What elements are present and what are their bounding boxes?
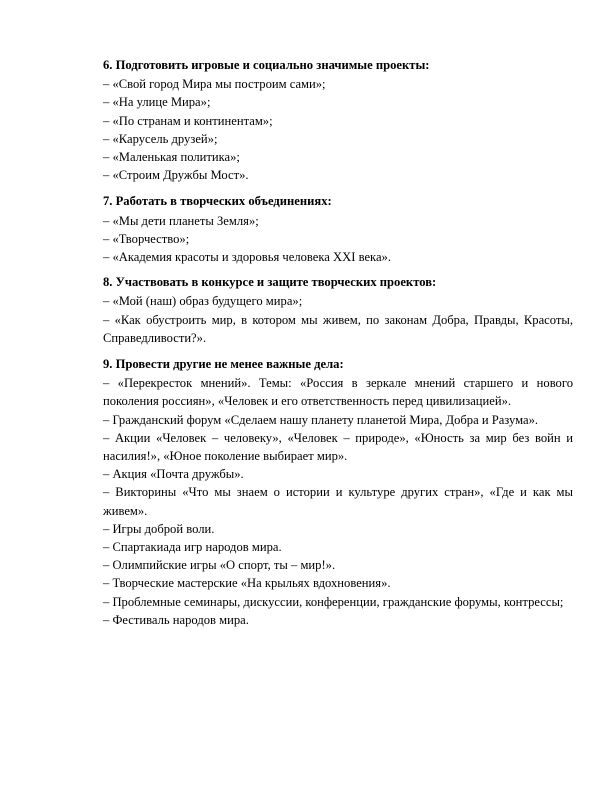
list-item: – «Свой город Мира мы построим сами»; [103,77,326,92]
list-item: – Проблемные семинары, дискуссии, конференции, гражданские форумы, контрессы; [103,594,564,609]
section-6 [103,56,573,184]
list-item: – «Академия красоты и здоровья человека XXI века». [103,250,391,265]
list-item: – Викторины «Что мы знаем о истории и культуре других стран», «Где и как мы живем». [103,485,573,518]
list-item: – Акция «Почта дружбы». [103,467,244,482]
list-item: – «На улице Мира»; [103,95,211,110]
list-item: – Игры доброй воли. [103,521,215,536]
spacer [103,347,573,355]
section-8 [103,273,573,347]
list-item: – «Мы дети планеты Земля»; [103,213,259,228]
list-item: – «По странам и континентам»; [103,113,273,128]
section-heading: 7. Работать в творческих объединениях: [103,194,332,209]
list-item: – «Перекресток мнений». Темы: «Россия в зеркале мнений старшего и нового поколения россиян», «Человек и его ответственность перед цивилизацией». [103,376,573,409]
section-9 [103,355,573,629]
list-item: – Олимпийские игры «О спорт, ты – мир!». [103,558,336,573]
list-item: – Гражданский форум «Сделаем нашу планету планетой Мира, Добра и Разума». [103,412,539,427]
list-item: – Фестиваль народов мира. [103,612,249,627]
list-item: – «Маленькая политика»; [103,150,240,165]
list-item: – «Как обустроить мир, в котором мы живем, по законам Добра, Правды, Красоты, Справедливости?». [103,312,573,345]
section-heading: 8. Участвовать в конкурсе и защите творческих проектов: [103,275,437,290]
section-7 [103,192,573,266]
list-item: – «Мой (наш) образ будущего мира»; [103,294,303,309]
list-item: – «Карусель друзей»; [103,131,218,146]
list-item: – Творческие мастерские «На крыльях вдохновения». [103,576,391,591]
list-item: – Спартакиада игр народов мира. [103,540,282,555]
spacer [103,266,573,273]
list-item: – Акции «Человек – человеку», «Человек – природе», «Юность за мир без войн и насилия!», «Юное поколение выбирает мир». [103,430,573,464]
spacer [103,184,573,192]
section-heading: 9. Провести другие не менее важные дела: [103,357,344,372]
list-item: – «Строим Дружбы Мост». [103,168,249,183]
list-item: – «Творчество»; [103,231,190,246]
document-body [103,56,573,629]
section-heading: 6. Подготовить игровые и социально значимые проекты: [103,58,430,72]
